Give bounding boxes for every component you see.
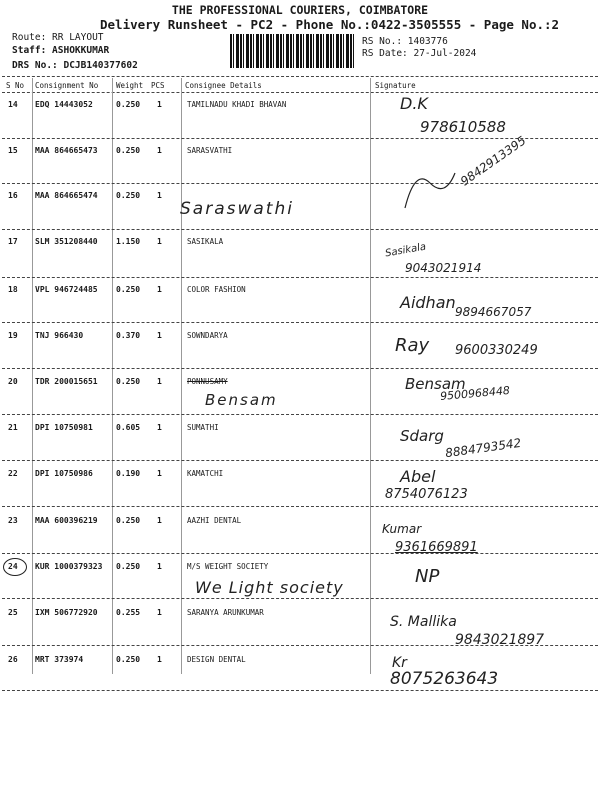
row-weight: 0.370 <box>116 331 141 340</box>
row-divider <box>2 322 598 323</box>
row-divider <box>2 229 598 230</box>
route-label: Route: RR LAYOUT <box>12 32 104 43</box>
handwritten-signature: Ray <box>395 335 430 356</box>
handwritten-name: Bensam <box>205 391 278 409</box>
row-consignee: TAMILNADU KHADI BHAVAN <box>187 100 287 109</box>
row-pcs: 1 <box>157 331 162 340</box>
handwritten-signature: NP <box>415 566 440 587</box>
row-consignee: PONNUSAMY <box>187 377 228 386</box>
row-weight: 1.150 <box>116 237 141 246</box>
rs-number: RS No.: 1403776 <box>362 36 448 47</box>
handwritten-phone: 9361669891 <box>395 540 478 555</box>
row-weight: 0.250 <box>116 191 141 200</box>
handwritten-signature: Sasikala <box>384 241 427 260</box>
row-divider <box>2 553 598 554</box>
handwritten-phone: 9043021914 <box>405 261 482 275</box>
row-divider <box>2 138 598 139</box>
handwritten-phone: 8075263643 <box>390 669 499 689</box>
row-sno: 21 <box>8 423 18 432</box>
col-consignee: Consignee Details <box>185 81 262 90</box>
col-weight: Weight <box>116 81 144 90</box>
row-weight: 0.250 <box>116 516 141 525</box>
row-pcs: 1 <box>157 562 162 571</box>
handwritten-phone: 978610588 <box>420 118 506 136</box>
row-consignment: VPL 946724485 <box>35 285 98 294</box>
row-divider <box>2 506 598 507</box>
row-divider <box>2 368 598 369</box>
row-consignee: M/S WEIGHT SOCIETY <box>187 562 269 571</box>
row-weight: 0.190 <box>116 469 141 478</box>
row-weight: 0.250 <box>116 100 141 109</box>
row-consignment: MRT 373974 <box>35 655 84 664</box>
column-rule <box>32 78 33 674</box>
row-weight: 0.605 <box>116 423 141 432</box>
row-consignee: SOWNDARYA <box>187 331 228 340</box>
row-pcs: 1 <box>157 377 162 386</box>
row-consignment: MAA 600396219 <box>35 516 98 525</box>
row-pcs: 1 <box>157 516 162 525</box>
handwritten-signature: Aidhan <box>400 293 456 312</box>
handwritten-signature: D.K <box>400 94 428 113</box>
row-pcs: 1 <box>157 655 162 664</box>
row-consignment: TNJ 966430 <box>35 331 84 340</box>
row-consignment: IXM 506772920 <box>35 608 98 617</box>
row-consignee: COLOR FASHION <box>187 285 246 294</box>
row-divider <box>2 183 598 184</box>
row-consignment: EDQ 14443052 <box>35 100 93 109</box>
row-divider <box>2 645 598 646</box>
row-pcs: 1 <box>157 146 162 155</box>
row-sno: 18 <box>8 285 18 294</box>
handwritten-phone: 8884793542 <box>444 435 522 461</box>
row-consignment: MAA 864665474 <box>35 191 98 200</box>
handwritten-signature: Bensam <box>405 375 466 393</box>
staff-label: Staff: ASHOKKUMAR <box>12 45 110 56</box>
row-consignee: AAZHI DENTAL <box>187 516 242 525</box>
column-rule <box>370 78 371 674</box>
row-sno: 26 <box>8 655 18 664</box>
company-title: THE PROFESSIONAL COURIERS, COIMBATORE <box>171 3 429 17</box>
row-divider <box>2 598 598 599</box>
row-weight: 0.250 <box>116 655 141 664</box>
handwritten-phone: 9600330249 <box>455 343 538 358</box>
signature-scribble <box>400 163 460 213</box>
handwritten-phone: 9843021897 <box>455 632 545 648</box>
row-weight: 0.250 <box>116 146 141 155</box>
handwritten-signature: Abel <box>400 467 436 486</box>
rs-date: RS Date: 27-Jul-2024 <box>362 48 477 59</box>
row-pcs: 1 <box>157 191 162 200</box>
handwritten-phone: 9500968448 <box>439 383 511 404</box>
row-sno: 25 <box>8 608 18 617</box>
row-pcs: 1 <box>157 423 162 432</box>
row-sno: 22 <box>8 469 18 478</box>
row-sno: 24 <box>8 562 18 571</box>
row-pcs: 1 <box>157 285 162 294</box>
row-divider <box>2 414 598 415</box>
row-weight: 0.255 <box>116 608 141 617</box>
handwritten-signature: Kumar <box>382 522 422 536</box>
row-sno: 19 <box>8 331 18 340</box>
row-consignee: SASIKALA <box>187 237 224 246</box>
row-divider <box>2 277 598 278</box>
row-divider <box>2 690 598 691</box>
row-consignment: DPI 10750981 <box>35 423 93 432</box>
col-signature: Signature <box>375 81 416 90</box>
row-consignee: SARASVATHI <box>187 146 233 155</box>
handwritten-signature: Sdarg <box>400 427 444 445</box>
row-sno: 15 <box>8 146 18 155</box>
handwritten-name: We Light society <box>195 578 344 597</box>
row-consignment: DPI 10750986 <box>35 469 93 478</box>
divider <box>2 76 598 77</box>
row-divider <box>2 460 598 461</box>
barcode <box>230 34 356 68</box>
row-consignee: SARANYA ARUNKUMAR <box>187 608 264 617</box>
col-sno: S No <box>6 81 25 90</box>
row-sno: 17 <box>8 237 18 246</box>
row-weight: 0.250 <box>116 285 141 294</box>
row-consignee: SUMATHI <box>187 423 219 432</box>
handwritten-signature: S. Mallika <box>390 614 457 630</box>
row-weight: 0.250 <box>116 562 141 571</box>
handwritten-signature: Kr <box>392 655 407 671</box>
row-consignment: TDR 200015651 <box>35 377 98 386</box>
col-pcs: PCS <box>151 81 165 90</box>
row-consignment: MAA 864665473 <box>35 146 98 155</box>
row-sno: 20 <box>8 377 18 386</box>
row-consignee: DESIGN DENTAL <box>187 655 246 664</box>
row-pcs: 1 <box>157 237 162 246</box>
row-pcs: 1 <box>157 100 162 109</box>
divider <box>2 92 598 93</box>
row-weight: 0.250 <box>116 377 141 386</box>
row-consignment: KUR 1000379323 <box>35 562 103 571</box>
drs-number: DRS No.: DCJB140377602 <box>12 60 138 71</box>
row-pcs: 1 <box>157 469 162 478</box>
column-rule <box>112 78 113 674</box>
row-pcs: 1 <box>157 608 162 617</box>
handwritten-phone: 8754076123 <box>385 487 468 502</box>
handwritten-phone: 9842913395 <box>457 133 529 189</box>
col-consignment: Consignment No <box>35 81 99 90</box>
runsheet-subtitle: Delivery Runsheet - PC2 - Phone No.:0422-3505555 - Page No.:2 <box>100 17 560 32</box>
handwritten-name: Saraswathi <box>180 199 294 219</box>
row-sno: 16 <box>8 191 18 200</box>
row-sno: 23 <box>8 516 18 525</box>
row-sno: 14 <box>8 100 18 109</box>
column-rule <box>181 78 182 674</box>
handwritten-phone: 9894667057 <box>455 305 532 319</box>
row-consignee: KAMATCHI <box>187 469 224 478</box>
row-consignment: SLM 351208440 <box>35 237 98 246</box>
